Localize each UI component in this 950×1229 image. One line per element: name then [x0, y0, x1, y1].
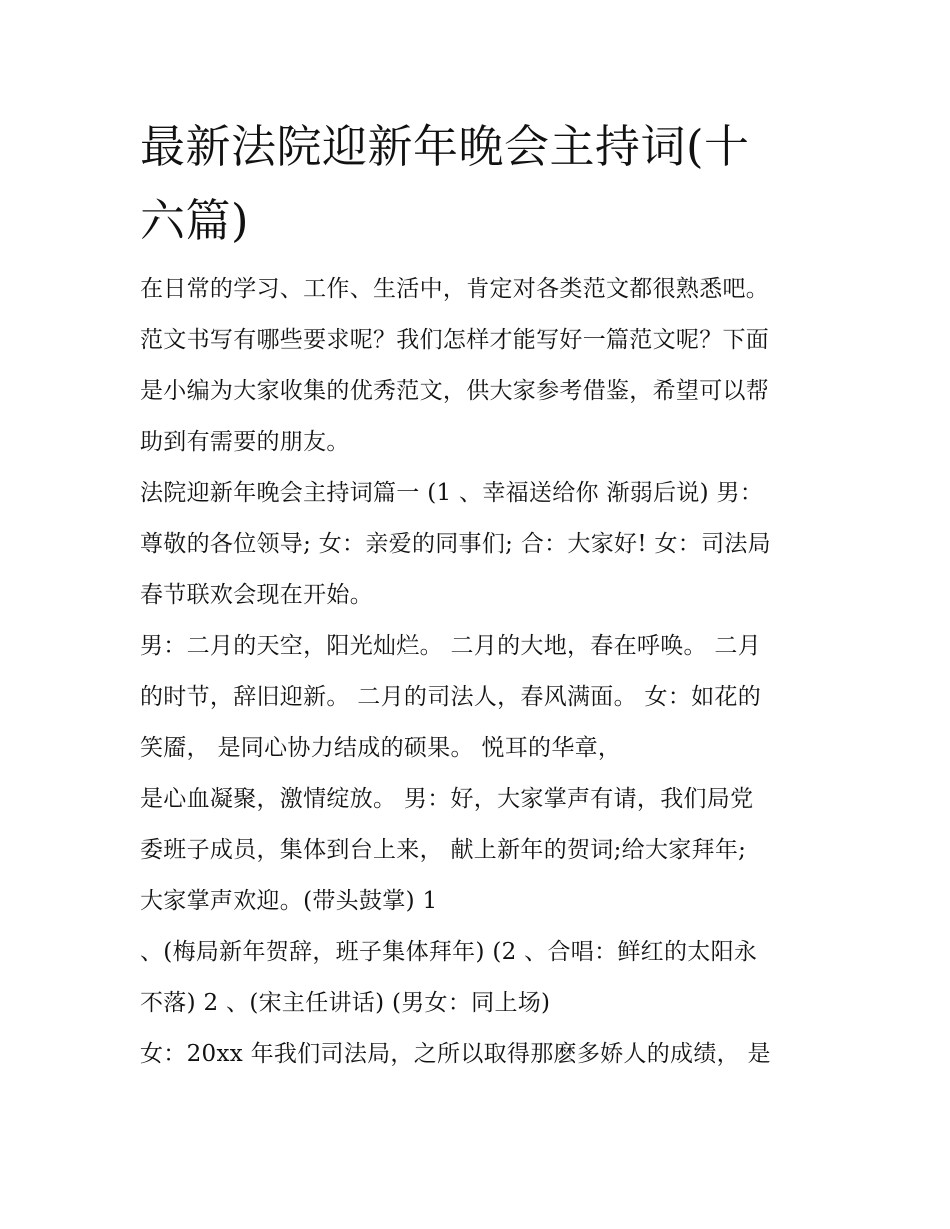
text-line: 笑靥， 是同心协力结成的硕果。 悦耳的华章， — [140, 735, 622, 761]
title-line: 最新法院迎新年晚会主持词(十 — [140, 120, 750, 173]
text-line: 法院迎新年晚会主持词篇一 (1 、幸福送给你 渐弱后说) 男： — [140, 480, 764, 506]
text-line: 、(梅局新年贺辞，班子集体拜年) (2 、合唱：鲜红的太阳永 — [140, 939, 758, 965]
text-line: 是小编为大家收集的优秀范文，供大家参考借鉴，希望可以帮 — [140, 378, 770, 404]
text-line: 是心血凝聚，激情绽放。 男：好，大家掌声有请，我们局党 — [140, 786, 754, 812]
text-line: 女：20xx 年我们司法局，之所以取得那麽多娇人的成绩， 是 — [140, 1041, 771, 1067]
body-paragraph — [140, 1029, 820, 1080]
text-line: 尊敬的各位领导; 女：亲爱的同事们; 合：大家好! 女：司法局 — [140, 531, 771, 557]
text-line: 不落) 2 、(宋主任讲话) (男女：同上场) — [140, 990, 551, 1016]
text-line: 的时节，辞旧迎新。 二月的司法人，春风满面。 女：如花的 — [140, 684, 762, 710]
text-line: 在日常的学习、工作、生活中，肯定对各类范文都很熟悉吧。 — [140, 276, 770, 302]
body-paragraph — [140, 468, 820, 621]
body-paragraph — [140, 774, 820, 927]
text-line: 春节联欢会现在开始。 — [140, 582, 373, 608]
title-line: 六篇) — [140, 194, 250, 247]
document-page — [140, 110, 820, 1080]
body-paragraph — [140, 621, 820, 774]
text-line: 范文书写有哪些要求呢？我们怎样才能写好一篇范文呢？下面 — [140, 327, 770, 353]
text-line: 助到有需要的朋友。 — [140, 429, 350, 455]
body-paragraph — [140, 927, 820, 1029]
text-line: 大家掌声欢迎。(带头鼓掌) 1 — [140, 888, 438, 914]
text-line: 男：二月的天空，阳光灿烂。 二月的大地，春在呼唤。 二月 — [140, 633, 762, 659]
document-title — [140, 110, 820, 258]
text-line: 委班子成员，集体到台上来， 献上新年的贺词;给大家拜年; — [140, 837, 747, 863]
intro-paragraph — [140, 264, 820, 468]
